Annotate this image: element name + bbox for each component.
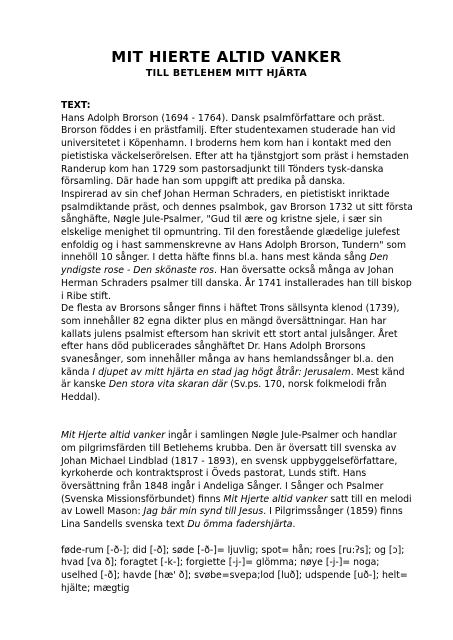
italic-title: Du ömma fadershjärta	[187, 519, 293, 531]
italic-title: Mit Hjerte altid vanker	[61, 430, 166, 442]
paragraph-gap	[61, 418, 413, 431]
italic-title: Den yndigste rose - Den skönaste ros	[61, 252, 389, 277]
paragraph-text: satt till en melodi av Lowell Mason:	[61, 493, 412, 518]
paragraph-gap	[61, 532, 413, 545]
italic-title: Den stora vita skaran där	[108, 379, 228, 391]
paragraph-text: .	[292, 519, 296, 531]
paragraph-text: . Han översatte också många av Johan Herman Schraders psalmer till danska. År 1741 installerades han till biskop i Ribe stift.	[61, 265, 412, 302]
section-label: TEXT:	[61, 100, 91, 111]
document-body	[61, 100, 413, 595]
paragraph-text: Inspirerad av sin chef Johan Herman Schraders, en pietistiskt inriktade psalmdiktande präst, och dennes psalmbok, gav Brorson 1732 ut sitt första sånghäfte, Nøgle Jule-Psalmer, "Gud til ære og kristne sjele, i sær sin elskelige menighet til opmuntring. Til den forestående glædelige julefest enfoldig og i hast sammenskrevne av Hans Adolph Brorson, Tundern" som innehöll 10 sånger. I detta häfte finns bl.a. hans mest kända sång	[61, 188, 413, 264]
paragraph-text: ingår i samlingen Nøgle Jule-Psalmer och handlar om pilgrimsfärden till Betlehems krubba. Den är översatt till svenska av Johan Michael Lindblad (1817 - 1893), en svensk uppbyggelseförfattare, kyrkoherde och kontraktsprost i Öveds pastorat, Lunds stift. Hans översättning från 1848 ingår i Andeliga Sånger. I Sånger och Psalmer (Svenska Missionsförbundet) finns	[61, 430, 398, 505]
paragraph-text: . Mest känd är kanske	[61, 366, 405, 391]
paragraph-biography	[61, 113, 413, 189]
paragraph-gap	[61, 405, 413, 418]
paragraph-hymn-info	[61, 430, 413, 532]
italic-title: Jag bär min synd till Jesus	[143, 506, 264, 518]
paragraph-text: De flesta av Brorsons sånger finns i häftet Trons sällsynta klenod (1739), som innehåller 82 egna dikter plus en mängd översättningar. Han har kallats julens psalmist eftersom han skrivit ett stort antal julsånger. Året efter hans död publicerades sånghäftet Dr. Hans Adolph Brorsons svanesånger, som innehåller många av hans hemlandssånger bl.a. den kända	[61, 303, 400, 378]
paragraph-text: Hans Adolph Brorson (1694 - 1764). Dansk psalmförfattare och präst. Brorson föddes i en prästfamilj. Efter studentexamen studerade han vid universitetet i Köpenhamn. I broderns hem kom han i kontakt med den pietistiska väckelserörelsen. Efter att ha tjänstgjort som präst i hemstaden Randerup kom han 1729 som pastorsadjunkt till Tönders tysk-danska församling. Där hade han som uppgift att predika på danska.	[61, 112, 409, 188]
italic-title: Mit Hjerte altid vanker	[223, 493, 328, 505]
italic-title: I djupet av mitt hjärta en stad jag högt åtrår: Jerusalem	[92, 366, 351, 378]
page-title: MIT HIERTE ALTID VANKER	[111, 48, 342, 66]
paragraph-glossary: føde-rum [-ð-]; did [-ð]; søde [-ð-]= ljuvlig; spot= hån; roes [ru:ʔs]; og [ɔ]; hvad [va ð]; foragtet [-k-]; forgiette [-j-]= glömma; nøye [-j-]= noga; uselhed [-ð]; havde [hæ' ð]; svøbe=svepa;lod [luð]; udspende [uð-]; helt= hjälte; mægtig	[61, 544, 408, 594]
page-subtitle: TILL BETLEHEM MITT HJÄRTA	[145, 68, 308, 79]
paragraph-inspiration	[61, 189, 413, 303]
paragraph-text: . I Pilgrimssånger (1859) finns Lina Sandells svenska text	[61, 506, 403, 531]
paragraph-songs	[61, 303, 413, 405]
paragraph-text: (Sv.ps. 170, norsk folkmelodi från Heddal).	[61, 379, 387, 404]
